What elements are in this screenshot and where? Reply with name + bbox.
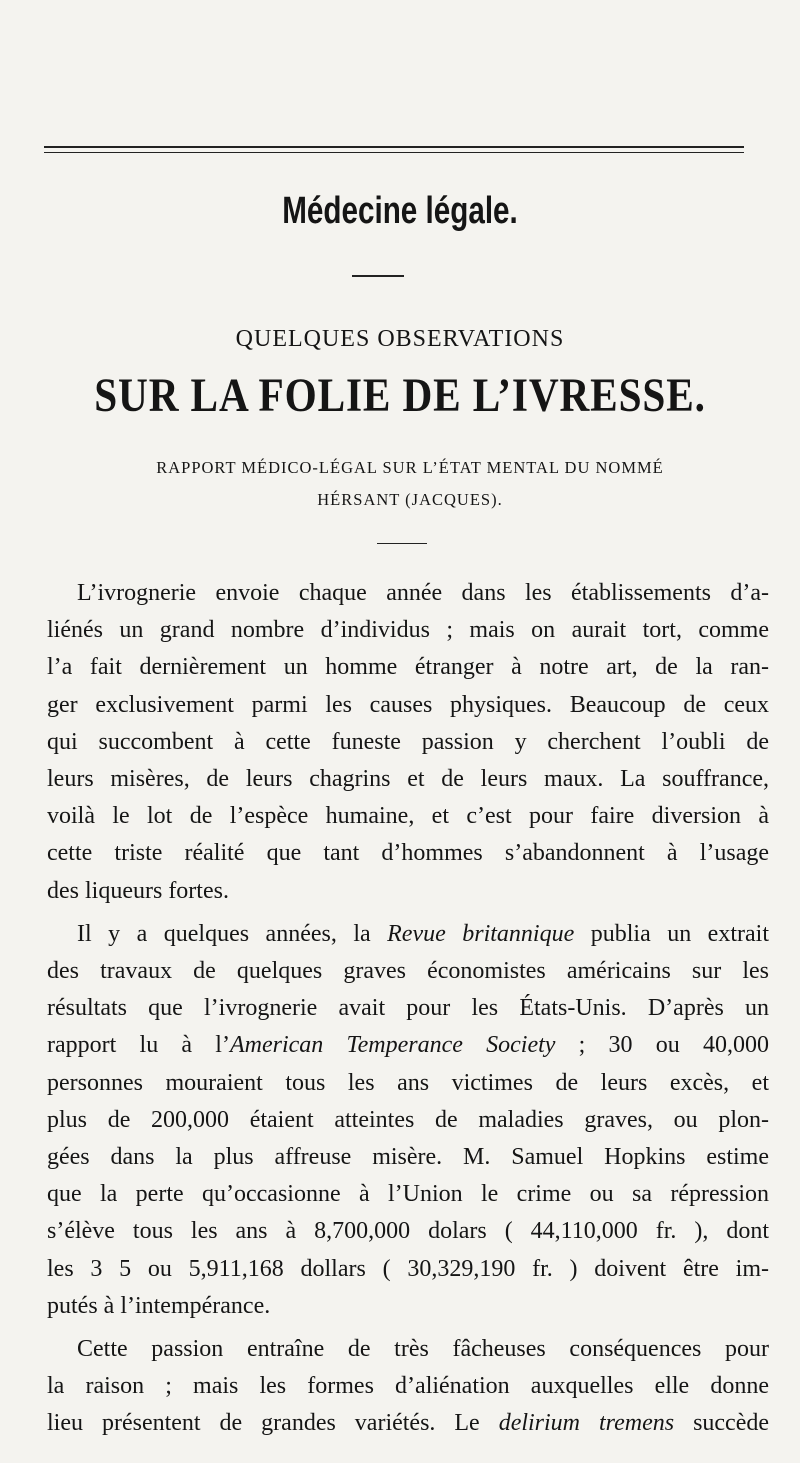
text-line: Il y a quelques années, la Revue britannique publia un extrait [77, 920, 769, 947]
text-line: putés à l’intempérance. [47, 1292, 271, 1319]
text-line: les 3 5 ou 5,911,168 dollars ( 30,329,190 fr. ) doivent être im- [47, 1255, 769, 1282]
article-subtitle [40, 452, 780, 516]
text-line: liénés un grand nombre d’individus ; mais on aurait tort, comme [47, 617, 769, 644]
text-line: lieu présentent de grandes variétés. Le delirium tremens succède [47, 1410, 770, 1437]
header-double-rule [44, 146, 744, 153]
paragraph [47, 916, 769, 1325]
subtitle-divider [377, 543, 427, 544]
text-line: s’élève tous les ans à 8,700,000 dolars ( 44,110,000 fr. ), dont [47, 1218, 769, 1245]
text-line: rapport lu à l’American Temperance Society ; 30 ou 40,000 [47, 1032, 769, 1059]
section-title: Médecine légale. [282, 190, 518, 232]
paragraph [47, 1331, 769, 1443]
text-line: plus de 200,000 étaient atteintes de maladies graves, ou plon- [47, 1106, 769, 1133]
text-line: ger exclusivement parmi les causes physiques. Beaucoup de ceux [47, 691, 769, 718]
subtitle-line: RAPPORT MÉDICO-LÉGAL SUR L’ÉTAT MENTAL DU NOMMÉ [156, 458, 664, 477]
text-line: qui succombent à cette funeste passion y cherchent l’oubli de [47, 728, 769, 755]
text-line: voilà le lot de l’espèce humaine, et c’est pour faire diversion à [47, 803, 769, 830]
text-line: que la perte qu’occasionne à l’Union le crime ou sa répression [47, 1181, 769, 1208]
text-line: des travaux de quelques graves économistes américains sur les [47, 958, 769, 985]
text-line: résultats que l’ivrognerie avait pour les États-Unis. D’après un [47, 995, 769, 1022]
body-text [47, 575, 769, 1449]
title-divider [352, 275, 404, 277]
text-line: personnes mouraient tous les ans victimes de leurs excès, et [47, 1069, 769, 1096]
text-line: gées dans la plus affreuse misère. M. Samuel Hopkins estime [47, 1144, 769, 1171]
text-line: leurs misères, de leurs chagrins et de leurs maux. La souffrance, [47, 766, 769, 793]
paragraph [47, 575, 769, 910]
text-line: l’a fait dernièrement un homme étranger à notre art, de la ran- [47, 654, 769, 681]
text-line: Cette passion entraîne de très fâcheuses conséquences pour [77, 1336, 769, 1363]
text-line: cette triste réalité que tant d’hommes s’abandonnent à l’usage [47, 840, 769, 867]
text-line: des liqueurs fortes. [47, 877, 229, 904]
article-title: SUR LA FOLIE DE L’IVRESSE. [94, 369, 706, 422]
subtitle-line: HÉRSANT (JACQUES). [317, 490, 503, 509]
article-kicker: QUELQUES OBSERVATIONS [235, 326, 565, 352]
text-line: L’ivrognerie envoie chaque année dans les établissements d’a- [77, 580, 769, 606]
text-line: la raison ; mais les formes d’aliénation auxquelles elle donne [47, 1373, 769, 1400]
